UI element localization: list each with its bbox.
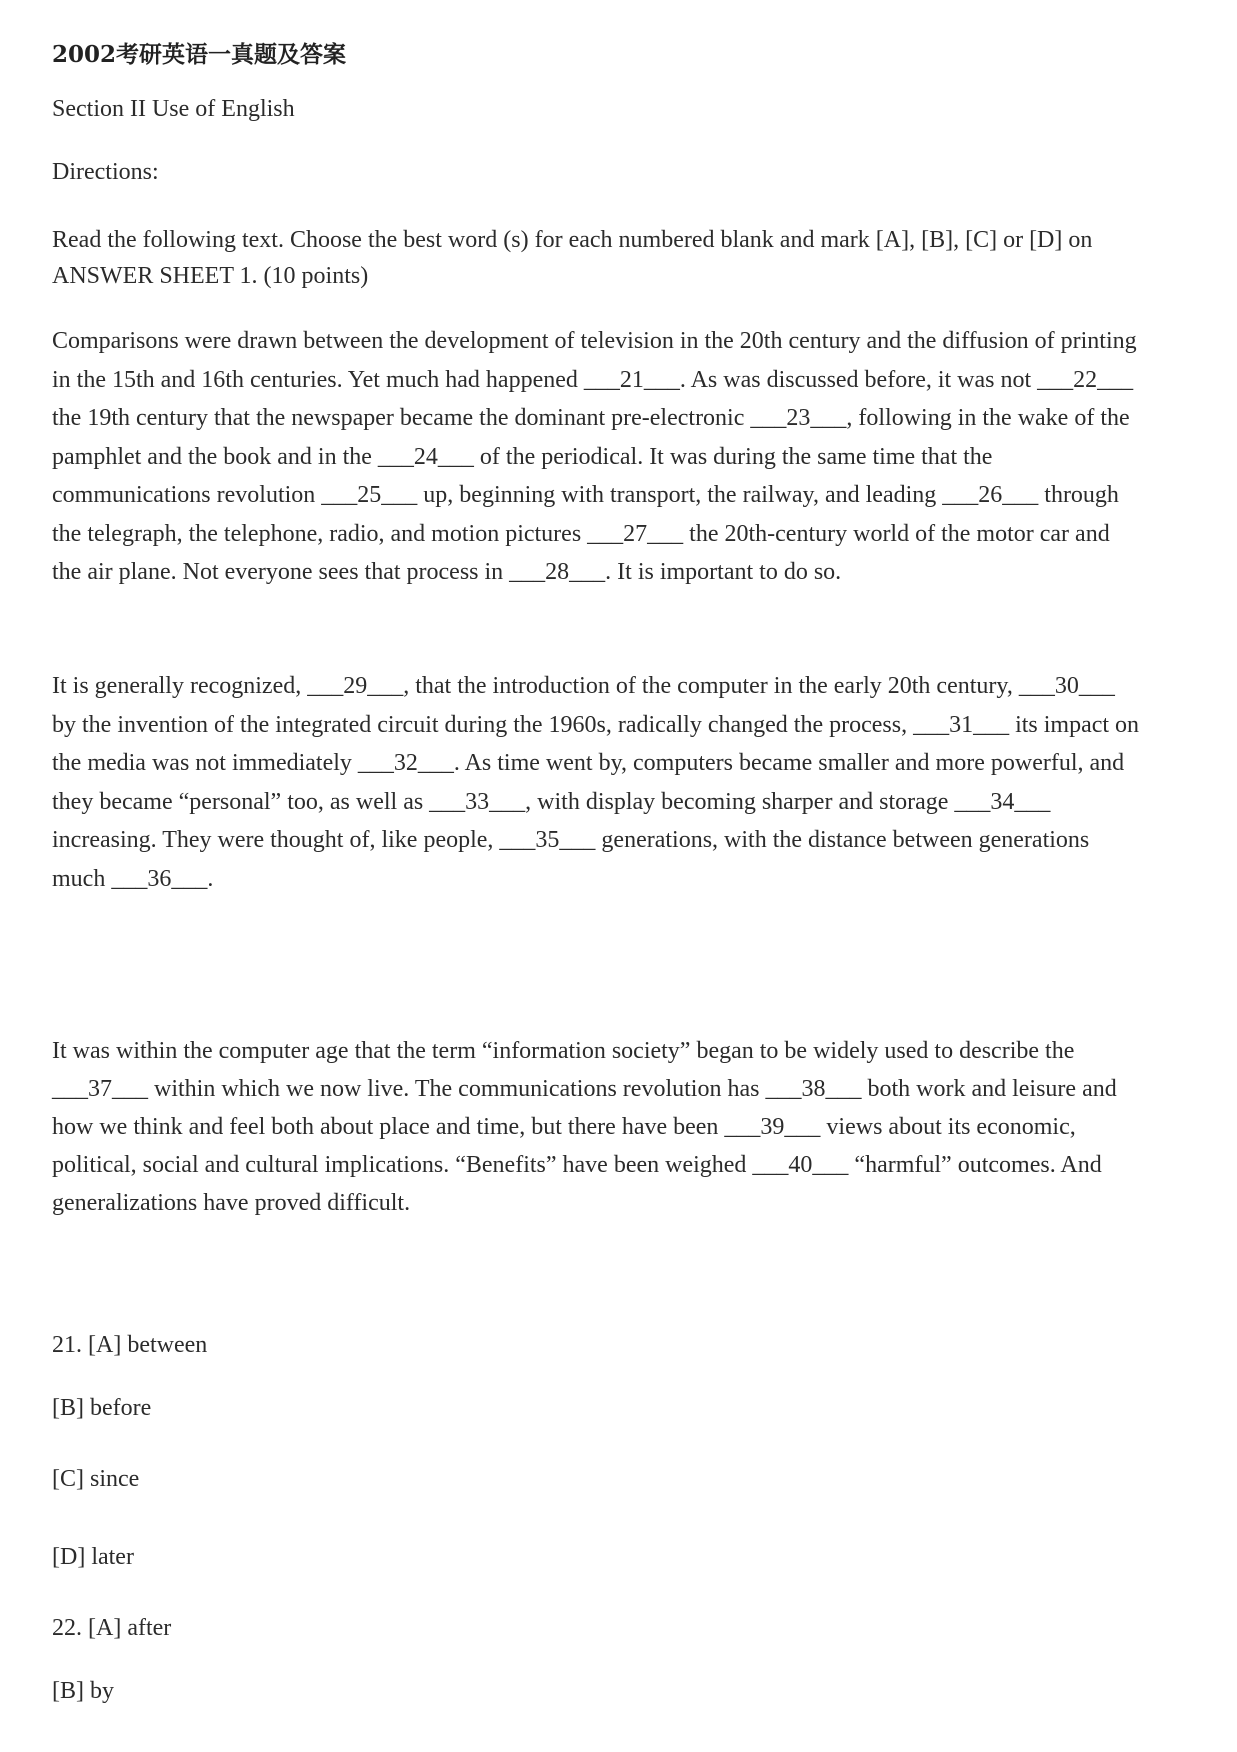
passage-line: increasing. They were thought of, like people, ___35___ generations, with the distance between generations bbox=[52, 827, 1090, 853]
passage-paragraph-3 bbox=[52, 1032, 1192, 1222]
q22-option-a: 22. [A] after bbox=[52, 1615, 172, 1641]
directions-line: ANSWER SHEET 1. (10 points) bbox=[52, 263, 369, 289]
passage-line: much ___36___. bbox=[52, 865, 214, 892]
q21-option-b: [B] before bbox=[52, 1395, 152, 1421]
q21-option-c: [C] since bbox=[52, 1466, 140, 1492]
passage-line: the telegraph, the telephone, radio, and motion pictures ___27___ the 20th-century world of the motor car and bbox=[52, 520, 1110, 547]
directions-label: Directions: bbox=[52, 159, 159, 185]
passage-line: It was within the computer age that the term “information society” began to be widely used to describe the bbox=[52, 1038, 1075, 1064]
passage-line: how we think and feel both about place and time, but there have been ___39___ views about its economic, bbox=[52, 1114, 1076, 1140]
directions-text bbox=[52, 222, 1192, 294]
passage-paragraph-2 bbox=[52, 667, 1192, 898]
passage-line: political, social and cultural implications. “Benefits” have been weighed ___40___ “harmful” outcomes. And bbox=[52, 1152, 1102, 1178]
passage-line: communications revolution ___25___ up, beginning with transport, the railway, and leading ___26___ through bbox=[52, 482, 1119, 508]
passage-paragraph-1 bbox=[52, 322, 1192, 592]
passage-line: generalizations have proved difficult. bbox=[52, 1190, 411, 1216]
passage-line: by the invention of the integrated circuit during the 1960s, radically changed the process, ___31___ its impact on bbox=[52, 711, 1140, 738]
directions-line: Read the following text. Choose the best word (s) for each numbered blank and mark [A], [B], [C] or [D] on bbox=[52, 227, 1093, 253]
passage-line: Comparisons were drawn between the development of television in the 20th century and the diffusion of printing bbox=[52, 328, 1137, 354]
passage-line: the air plane. Not everyone sees that process in ___28___. It is important to do so. bbox=[52, 559, 842, 585]
q21-option-a: 21. [A] between bbox=[52, 1332, 208, 1358]
passage-line: the media was not immediately ___32___. As time went by, computers became smaller and more powerful, and bbox=[52, 750, 1125, 776]
passage-line: ___37___ within which we now live. The communications revolution has ___38___ both work and leisure and bbox=[52, 1076, 1117, 1102]
section-heading: Section II Use of English bbox=[52, 96, 295, 122]
q22-option-b: [B] by bbox=[52, 1678, 114, 1704]
passage-line: the 19th century that the newspaper became the dominant pre-electronic ___23___, following in the wake of the bbox=[52, 405, 1130, 431]
passage-line: in the 15th and 16th centuries. Yet much had happened ___21___. As was discussed before, it was not ___22___ bbox=[52, 366, 1134, 393]
passage-line: pamphlet and the book and in the ___24___ of the periodical. It was during the same time that the bbox=[52, 443, 993, 470]
document-title: 2002考研英语一真题及答案 bbox=[52, 41, 347, 68]
passage-line: It is generally recognized, ___29___, that the introduction of the computer in the early 20th century, ___30___ bbox=[52, 673, 1115, 699]
q21-option-d: [D] later bbox=[52, 1544, 134, 1570]
passage-line: they became “personal” too, as well as ___33___, with display becoming sharper and storage ___34___ bbox=[52, 788, 1051, 815]
